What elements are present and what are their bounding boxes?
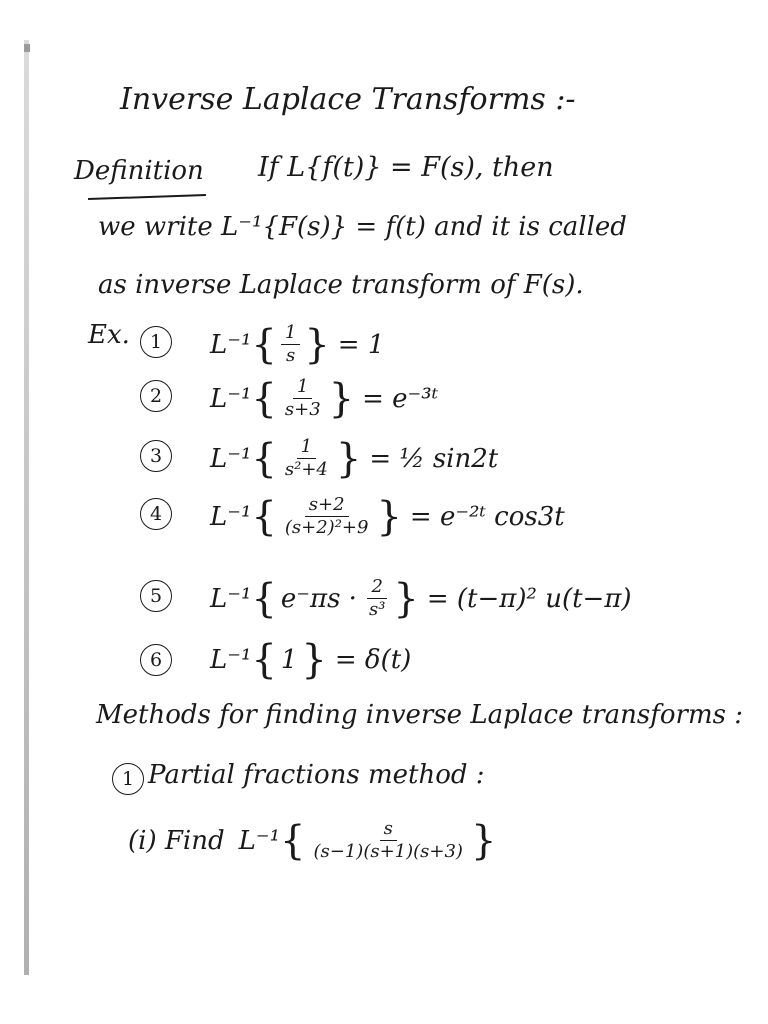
example-equation (210, 576, 632, 621)
fraction (365, 576, 389, 621)
expression-text: 1 (280, 645, 298, 675)
denominator: s (285, 345, 296, 366)
problem-operator: L⁻¹ (238, 825, 281, 856)
definition-label: Definition (74, 156, 204, 186)
left-brace: { (251, 435, 277, 482)
problem-fraction (310, 818, 467, 863)
right-brace: } (301, 637, 327, 683)
result: = e⁻³ᵗ (362, 383, 439, 414)
inverse-operator: L⁻¹ (210, 501, 252, 532)
example-equation (210, 494, 565, 539)
right-brace: } (376, 493, 402, 540)
definition-line-1: If L{f(t)} = F(s), then (258, 152, 554, 183)
problem-equation (128, 818, 496, 863)
definition-line-2: we write L⁻¹{F(s)} = f(t) and it is called (98, 212, 627, 242)
example-number: 6 (140, 644, 172, 676)
inverse-operator: L⁻¹ (210, 583, 252, 614)
inverse-operator: L⁻¹ (210, 645, 252, 675)
left-brace: { (251, 321, 277, 368)
fraction (281, 436, 332, 481)
examples-label: Ex. (88, 320, 130, 350)
denominator: s³ (368, 599, 386, 620)
result: = δ(t) (334, 645, 412, 675)
method-number: 1 (112, 763, 144, 795)
inverse-operator: L⁻¹ (210, 443, 252, 474)
problem-denominator: (s−1)(s+1)(s+3) (313, 841, 463, 862)
denominator: s+3 (284, 399, 321, 420)
right-brace: } (328, 375, 355, 422)
result: = e⁻²ᵗ cos3t (409, 501, 565, 532)
methods-heading: Methods for finding inverse Laplace transforms : (96, 700, 743, 730)
result: = (t−π)² u(t−π) (426, 583, 632, 614)
expression-text: e⁻πs · (280, 583, 357, 614)
example-equation (210, 376, 438, 421)
example-number: 1 (140, 326, 172, 358)
numerator: 1 (281, 322, 300, 345)
example-equation (210, 637, 412, 683)
fraction (281, 494, 373, 539)
example-number: 2 (140, 380, 172, 412)
denominator: (s+2)²+9 (284, 517, 369, 538)
numerator: 1 (297, 436, 316, 459)
inverse-operator: L⁻¹ (210, 329, 252, 360)
right-brace: } (393, 575, 419, 622)
result: = ½ sin2t (369, 443, 499, 474)
example-equation (210, 322, 384, 367)
result: = 1 (337, 329, 385, 360)
left-brace: { (251, 575, 277, 622)
left-brace: { (280, 817, 306, 864)
fraction (281, 376, 325, 421)
numerator: 2 (367, 576, 386, 599)
example-number: 3 (140, 440, 172, 472)
problem-label: (i) Find (128, 825, 225, 856)
denominator: s²+4 (284, 459, 328, 480)
fraction (281, 322, 300, 367)
numerator: s+2 (305, 494, 349, 517)
right-brace: } (470, 817, 497, 864)
scan-artifact (24, 44, 30, 52)
right-brace: } (335, 435, 362, 482)
left-brace: { (251, 493, 277, 540)
example-number: 5 (140, 580, 172, 612)
method-title: Partial fractions method : (148, 760, 485, 790)
left-brace: { (251, 375, 277, 422)
inverse-operator: L⁻¹ (210, 383, 252, 414)
page-title: Inverse Laplace Transforms :- (120, 82, 576, 117)
numerator: 1 (293, 376, 312, 399)
scan-edge-shadow (24, 40, 29, 975)
problem-numerator: s (380, 818, 397, 841)
definition-line-3: as inverse Laplace transform of F(s). (98, 270, 584, 300)
right-brace: } (304, 321, 330, 368)
definition-underline (88, 194, 206, 200)
example-number: 4 (140, 498, 172, 530)
left-brace: { (251, 637, 277, 683)
example-equation (210, 436, 498, 481)
